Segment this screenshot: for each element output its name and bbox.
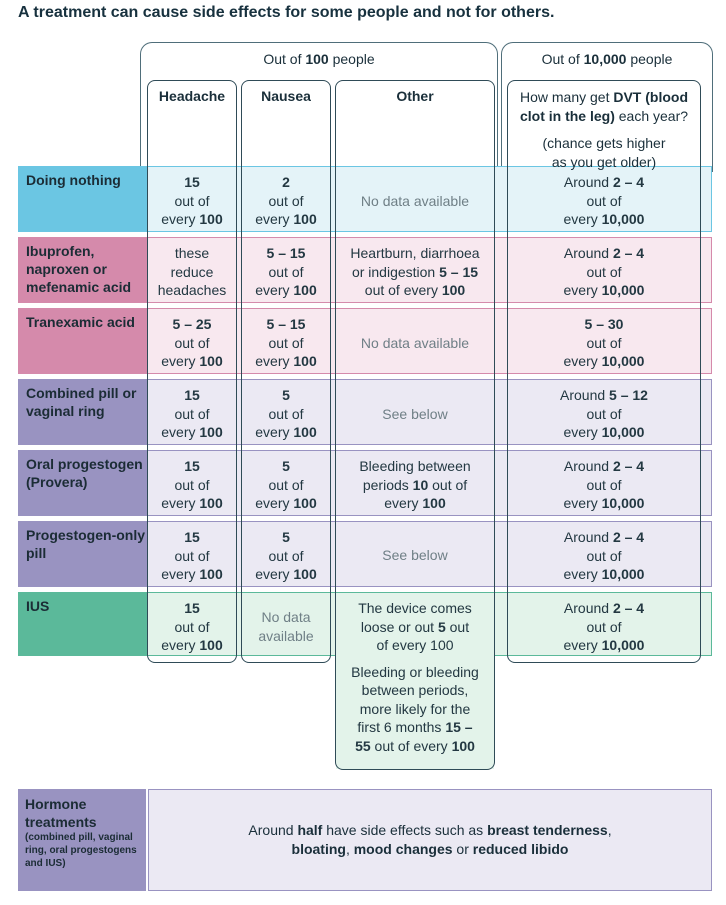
cell-dvt: Around 2 – 4 out of every 10,000 bbox=[563, 529, 645, 582]
cell-other: No data available bbox=[360, 193, 470, 209]
cell-dvt: Around 2 – 4 out of every 10,000 bbox=[563, 600, 645, 653]
row-label: Progestogen-only pill bbox=[18, 521, 146, 587]
cell-nausea: 5 out of every 100 bbox=[255, 529, 317, 582]
cell-other: The device comes loose or out 5 out of every 100 Bleeding or bleeding between periods, more likely for the first 6 months 15 – 55 out of every 100 bbox=[351, 600, 479, 754]
cell-nausea: 2 out of every 100 bbox=[255, 174, 317, 227]
cell-headache: 15 out of every 100 bbox=[161, 529, 223, 582]
cell-nausea: 5 – 15 out of every 100 bbox=[255, 245, 317, 298]
cell-headache: 15 out of every 100 bbox=[161, 174, 223, 227]
row-label: Tranexamic acid bbox=[18, 308, 146, 374]
cell-other: Heartburn, diarrhoea or indigestion 5 – 15 out of every 100 bbox=[350, 245, 480, 298]
row-label: Oral progestogen (Provera) bbox=[18, 450, 146, 516]
cell-nausea: 5 out of every 100 bbox=[255, 387, 317, 440]
row-label: IUS bbox=[18, 592, 146, 656]
cell-other: See below bbox=[382, 406, 448, 422]
column-header-other: Other bbox=[396, 88, 434, 104]
hormone-treatments-label: Hormone treatments (combined pill, vaginal ring, oral progestogens and IUS) bbox=[18, 789, 146, 891]
cell-dvt: Around 2 – 4 out of every 10,000 bbox=[563, 245, 645, 298]
column-header-headache: Headache bbox=[158, 88, 226, 104]
cell-headache: 15 out of every 100 bbox=[161, 458, 223, 511]
cell-dvt: Around 2 – 4 out of every 10,000 bbox=[563, 458, 645, 511]
column-header-nausea: Nausea bbox=[261, 88, 311, 104]
column-header-dvt: How many get DVT (blood clot in the leg) each year? (chance gets higher as you get older) bbox=[519, 89, 689, 170]
page-title: A treatment can cause side effects for some people and not for others. bbox=[18, 4, 555, 21]
cell-nausea: 5 – 15 out of every 100 bbox=[255, 316, 317, 369]
hormone-treatments-text: Around half have side effects such as breast tenderness, bloating, mood changes or reduced libido bbox=[148, 789, 712, 891]
cell-dvt: Around 5 – 12 out of every 10,000 bbox=[560, 387, 648, 440]
cell-other: No data available bbox=[360, 335, 470, 351]
cell-dvt: Around 2 – 4 out of every 10,000 bbox=[563, 174, 645, 227]
row-label: Ibuprofen, naproxen or mefenamic acid bbox=[18, 237, 146, 303]
group-label-10000: Out of 10,000 people bbox=[541, 51, 673, 67]
cell-dvt: 5 – 30 out of every 10,000 bbox=[563, 316, 645, 369]
row-label: Combined pill or vaginal ring bbox=[18, 379, 146, 445]
cell-other: See below bbox=[382, 547, 448, 563]
row-label: Doing nothing bbox=[18, 166, 146, 232]
cell-headache: these reduce headaches bbox=[157, 245, 227, 298]
cell-headache: 15 out of every 100 bbox=[161, 600, 223, 653]
cell-nausea: 5 out of every 100 bbox=[255, 458, 317, 511]
cell-nausea: No data available bbox=[258, 609, 314, 644]
cell-other: Bleeding between periods 10 out of every 100 bbox=[359, 458, 471, 511]
cell-headache: 5 – 25 out of every 100 bbox=[161, 316, 223, 369]
group-label-100: Out of 100 people bbox=[263, 51, 375, 67]
cell-headache: 15 out of every 100 bbox=[161, 387, 223, 440]
